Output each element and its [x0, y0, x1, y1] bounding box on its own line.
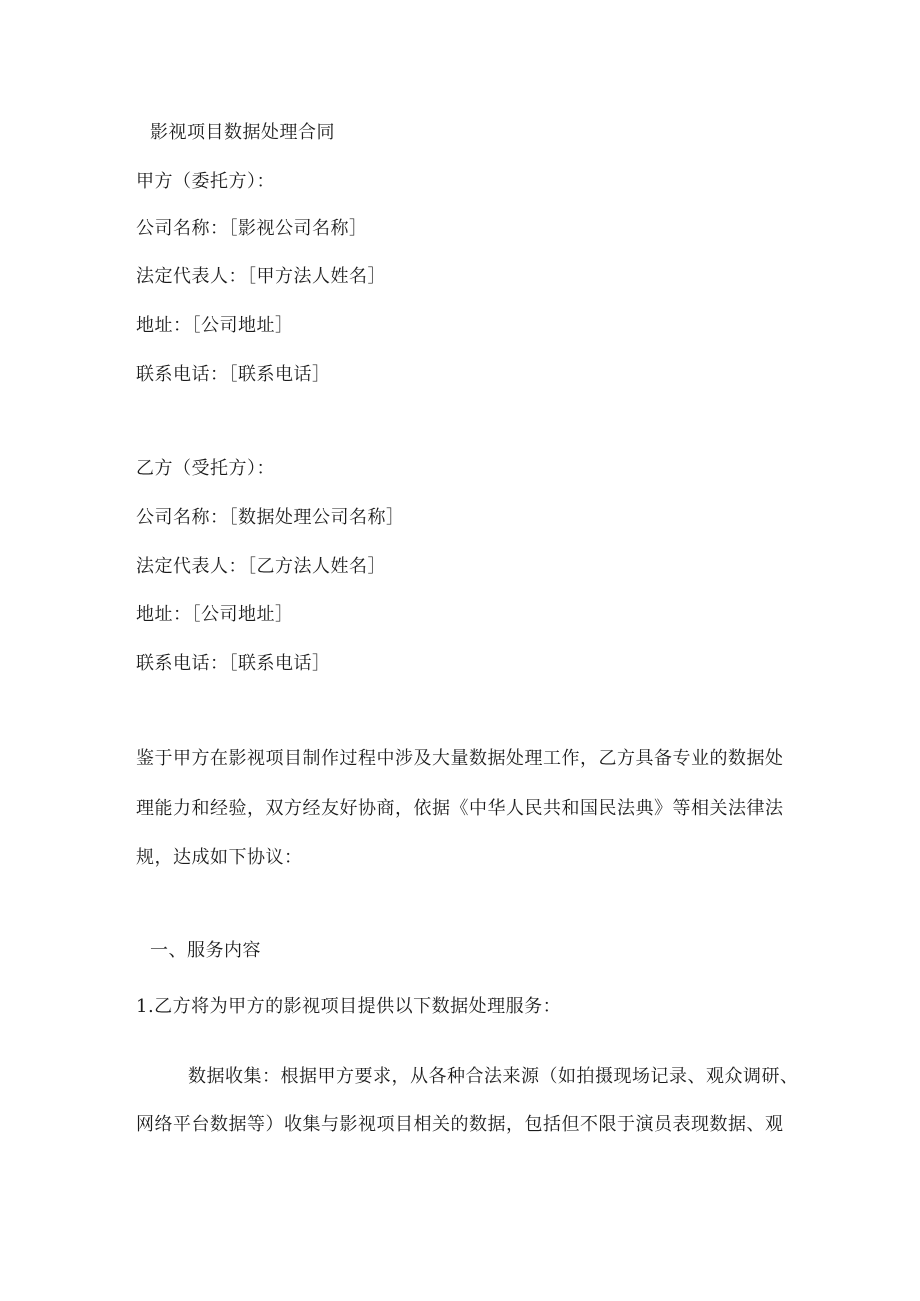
party-a-phone: 联系电话：［联系电话］ — [136, 364, 331, 385]
preamble-line-3: 规，达成如下协议： — [136, 847, 303, 868]
section-1-heading: 一、服务内容 — [150, 940, 261, 961]
party-a-address: 地址：［公司地址］ — [136, 315, 294, 336]
section-1-paragraph-line-1: 数据收集：根据甲方要求，从各种合法来源（如拍摄现场记录、观众调研、 — [188, 1066, 799, 1087]
party-b-phone: 联系电话：［联系电话］ — [136, 653, 331, 674]
party-a-heading: 甲方（委托方）： — [136, 171, 275, 192]
document-title: 影视项目数据处理合同 — [150, 122, 335, 143]
section-1-paragraph-line-2: 网络平台数据等）收集与影视项目相关的数据，包括但不限于演员表现数据、观 — [136, 1114, 784, 1135]
party-b-heading: 乙方（受托方）： — [136, 458, 275, 479]
party-b-representative: 法定代表人：［乙方法人姓名］ — [136, 556, 386, 577]
preamble-line-2: 理能力和经验，双方经友好协商，依据《中华人民共和国民法典》等相关法律法 — [136, 798, 784, 819]
preamble-line-1: 鉴于甲方在影视项目制作过程中涉及大量数据处理工作，乙方具备专业的数据处 — [136, 748, 784, 769]
party-a-representative: 法定代表人：［甲方法人姓名］ — [136, 266, 386, 287]
section-1-item-1: 1.乙方将为甲方的影视项目提供以下数据处理服务： — [136, 996, 562, 1017]
party-b-address: 地址：［公司地址］ — [136, 604, 294, 625]
party-b-company: 公司名称：［数据处理公司名称］ — [136, 507, 405, 528]
party-a-company: 公司名称：［影视公司名称］ — [136, 218, 368, 239]
